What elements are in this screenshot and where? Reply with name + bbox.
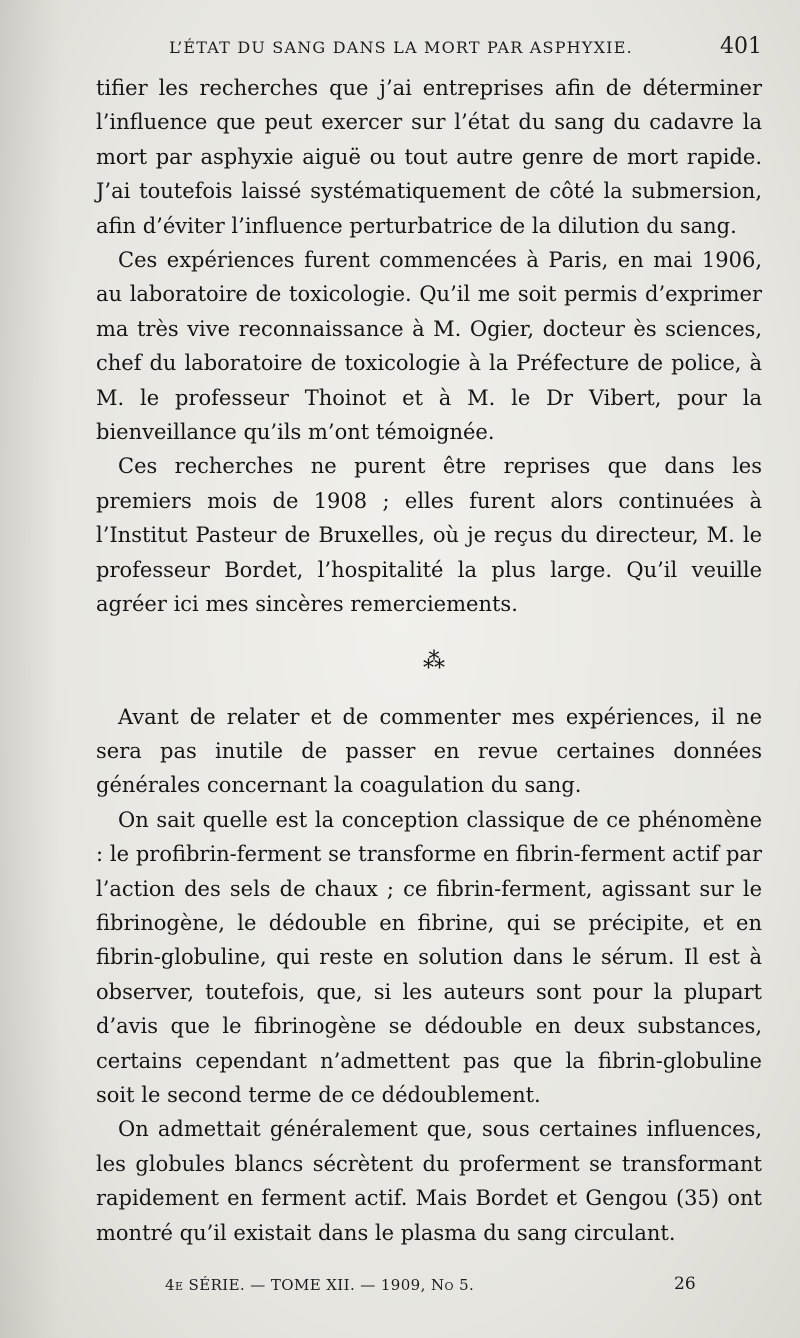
running-head: L’ÉTAT DU SANG DANS LA MORT PAR ASPHYXIE.: [169, 38, 633, 57]
body-text: [96, 71, 762, 1250]
page-footer: [0, 1274, 800, 1298]
page-header: [40, 34, 762, 64]
page-number: 401: [720, 34, 762, 59]
signature-line: 4e SÉRIE. — TOME XII. — 1909, No 5.: [165, 1276, 475, 1294]
paragraph-1: tifier les recherches que j’ai entreprises afin de déterminer l’influence que peut exercer sur l’état du sang du cadavre la mort par asphyxie aiguë ou tout autre genre de mort rapide. J’ai toutefois laissé systématiquement de côté la submersion, afin d’éviter l’influence perturbatrice de la dilution du sang.: [96, 76, 762, 238]
section-separator: ⁂: [423, 648, 445, 674]
sheet-number: 26: [674, 1274, 696, 1294]
paragraph-4: Avant de relater et de commenter mes expériences, il ne sera pas inutile de passer en revue certaines données générales concernant la coagulation du sang.: [96, 704, 762, 798]
paragraph-3: Ces recherches ne purent être reprises que dans les premiers mois de 1908 ; elles furent alors continuées à l’Institut Pasteur de Bruxelles, où je reçus du directeur, M. le professeur Bordet, l’hospitalité la plus large. Qu’il veuille agréer ici mes sincères remerciements.: [96, 454, 762, 617]
paragraph-6: On admettait généralement que, sous certaines influences, les globules blancs sécrètent du proferment se transformant rapidement en ferment actif. Mais Bordet et Gengou (35) ont montré qu’il existait dans le plasma du sang circulant.: [96, 1117, 762, 1245]
paragraph-5: On sait quelle est la conception classique de ce phénomène : le profibrin-ferment se transforme en fibrin-ferment actif par l’action des sels de chaux ; ce fibrin-ferment, agissant sur le fibrinogène, le dédouble en fibrine, qui se précipite, et en fibrin-globuline, qui reste en solution dans le sérum. Il est à observer, toutefois, que, si les auteurs sont pour la plupart d’avis que le fibrinogène se dédouble en deux substances, certains cependant n’admettent pas que la fibrin-globuline soit le second terme de ce dédoublement.: [96, 807, 762, 1107]
paragraph-2: Ces expériences furent commencées à Paris, en mai 1906, au laboratoire de toxicologie. Qu’il me soit permis d’exprimer ma très vive reconnaissance à M. Ogier, docteur ès sciences, chef du laboratoire de toxicologie à la Préfecture de police, à M. le professeur Thoinot et à M. le Dr Vibert, pour la bienveillance qu’ils m’ont témoignée.: [96, 248, 762, 445]
page-edge-shadow: [0, 0, 60, 1338]
